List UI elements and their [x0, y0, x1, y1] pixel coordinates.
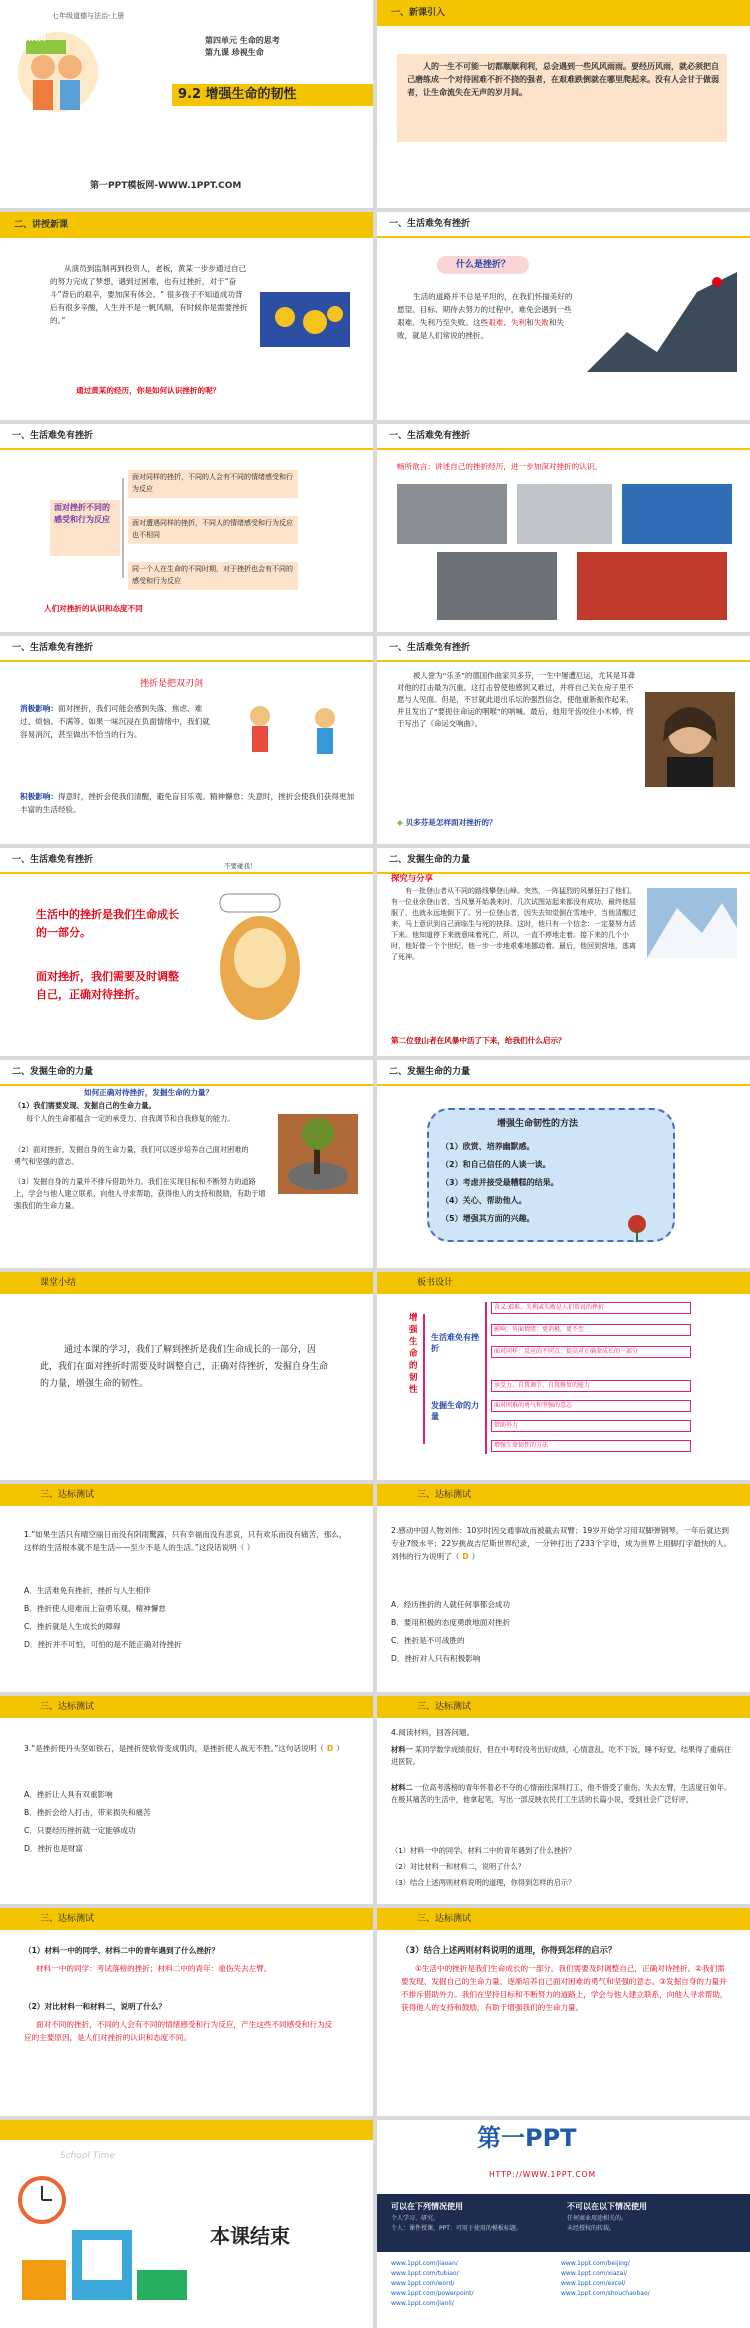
answer-q2: （2）对比材料一和材料二，说明了什么？	[24, 2002, 166, 2011]
method-item: （5）增强其方面的兴趣。	[441, 1214, 535, 1223]
answer-a2: 面对不同的挫折，不同的人会有不同的情绪感受和行为反应，产生这些不同感受和行为反应的主要原因，是人们对挫折的认识和态度不同。	[24, 2020, 333, 2042]
point-2: （2）面对挫折，发掘自身的生命力量，我们可以逐步培养自己面对困难的勇气和坚强的意志。	[14, 1145, 249, 1166]
slide-methods[interactable]	[377, 1060, 750, 1268]
end-text: 本课结束	[210, 2224, 290, 2248]
keyword-hardship: 艰难	[488, 318, 504, 327]
material-1-body: 某同学数学成绩很好，但在中考时没考出好成绩，心情意乱，吃不下饭，睡不好觉，结果得了重病住进医院。	[391, 1745, 732, 1766]
slide-credits[interactable]	[377, 2120, 750, 2328]
power-subtitle: 如何正确对待挫折，发掘生命的力量？	[84, 1088, 214, 1097]
resource-link[interactable]: www.1ppt.com/word/	[391, 2280, 455, 2287]
resource-link[interactable]: www.1ppt.com/powerpoint/	[391, 2290, 474, 2297]
positive-text	[20, 790, 355, 816]
negative-label: 消极影响：	[20, 704, 58, 713]
quiz4-title: 4.阅读材料，回答问题。	[391, 1728, 475, 1737]
speech-bubble: 不要碰我！	[224, 862, 257, 870]
egg-character	[200, 888, 320, 1028]
slide-header: 一、生活难免有挫折	[377, 212, 750, 238]
quiz1-question: 1.“如果生活只有晴空丽日而没有阴雨驚露，只有幸福而没有悲哀，只有欢乐而没有痛苦，那么，这样的生活根本就不是生活——至少不是人的生活。”这段话说明（ ）	[24, 1530, 347, 1552]
photo-pingpong	[622, 484, 732, 544]
answer-q1: （1）材料一中的同学、材料二中的青年遇到了什么挫折？	[24, 1946, 220, 1955]
can-use-1: 个人学习、研究。	[391, 2215, 440, 2222]
material-1	[391, 1744, 736, 1768]
intro-text: 人的一生不可能一切都顺顺利利，总会遇到一些风风雨雨。要经历风雨，就必须把自己磨练成一个对待困难不折不挠的强者，在艰难跌倒就在哪里爬起来。没有人会甘于做弱者，让生命流失在无声的岁月间。	[407, 62, 719, 97]
resource-link[interactable]: www.1ppt.com/xiazai/	[561, 2270, 628, 2277]
what-pill: 什么是挫折？	[437, 256, 529, 274]
resource-link[interactable]: www.1ppt.com/jiaoan/	[391, 2260, 458, 2267]
method-item: （4）关心、帮助他人。	[441, 1196, 527, 1205]
quiz3-option-c[interactable]: C．只要经历挫折就一定能够成功	[24, 1826, 136, 1835]
rose-icon	[617, 1212, 657, 1242]
quiz1-option-d[interactable]: D．挫折并不可怕，可怕的是不能正确对待挫折	[24, 1640, 182, 1649]
method-item: （1）欣赏、培养幽默感。	[441, 1142, 535, 1151]
branch-text-3: 同一个人在生命的不同时期，对于挫折也会有不同的感受和行为反应	[132, 565, 293, 585]
beethoven-question-text: 贝多芬是怎样面对挫折的？	[405, 818, 497, 827]
method-item: （3）考虑并接受最糟糕的结果。	[441, 1178, 559, 1187]
beethoven-story: 被人誉为“乐圣”的德国作曲家贝多芬，一生中屡遭厄运，尤其是耳聋对他的打击最为沉重。这打击曾使他感到又难过，并将自己关在房子里不愿与人见面。但是，不甘就此退出乐坛的强烈信念，使他重新振作起来，并且发出了“要扼住命运的咽喉”的呐喊。最后，他用牙齿咬住小木棒，终于写出了《命运交响曲》。	[397, 671, 635, 728]
center-text: 面对挫折不同的感受和行为反应	[54, 503, 110, 524]
quiz2-option-a[interactable]: A．经历挫折的人就任何事都会成功	[391, 1600, 511, 1609]
slide-header: 板书设计	[377, 1272, 750, 1294]
slide-header: 三、达标测试	[0, 1696, 373, 1718]
keyword-failure: 失败	[533, 318, 549, 327]
slide-header: 三、达标测试	[377, 1908, 750, 1930]
slide-header: 一、生活难免有挫折	[0, 424, 373, 450]
link-list	[391, 2258, 736, 2308]
climber-story: 有一批登山者从不同的路线攀登山峰。突然，一阵猛烈的风暴狂扫了他们。有一位业余登山者，当风暴开始袭来时，几次试图站起来都没有成功，最终他屈服了，也就永远地倒下了。另一位登山者，因失去知觉倒在雪地中，当他清醒过来，马上意识到自己面临生与死的抉择。这时，他只有一个信念：一定要努力活下来。他知道停下来就意味着死亡，所以，一直不停地走着。接下来的几个小时，他好像一个个世纪，他一步一步地艰难地挪动着。最后，他回到营地，逃离了死神。	[391, 887, 636, 961]
quiz1-option-b[interactable]: B．挫折使人迎难而上奋勇乐观、精神懈怠	[24, 1604, 166, 1613]
beethoven-question	[397, 816, 497, 829]
slide-header: 三、达标测试	[0, 1484, 373, 1506]
double-edge-title: 挫折是把双刃剑	[140, 679, 204, 689]
cannot-use-title: 不可以在以下情况使用	[567, 2202, 647, 2211]
answer-a3: ①生活中的挫折是我们生命成长的一部分。我们需要及时调整自己，正确对待挫折。②我们需要发现、发掘自己的生命力量，逐渐培养自己面对困难的勇气和坚强的意志。③发掘自身的力量并不排斥借助外力。我们在坚持目标和不断努力的道路上，学会与他人建立联系，向他人寻求帮助，获得他人的支持和鼓励，有助于增强我们的生命力量。	[401, 1964, 728, 2012]
course-label: 七年级道德与法治·上册	[52, 12, 125, 20]
slide-answer-2[interactable]	[377, 1908, 750, 2116]
board-leaf-7: 增强生命韧性的方法	[491, 1440, 691, 1452]
slide-header: 一、生活难免有挫折	[377, 424, 750, 450]
material-2-body: 一位高考落榜的青年怀着必不夺的心情南往深圳打工，他不惜受了重伤，失去左臂，生活度日如年。在极其痛苦的生活中，他拿起笔，写出一部反映农民打工生活的长篇小说，受到社会广泛好评。	[391, 1783, 732, 1804]
board-branch-1: 生活难免有挫折	[431, 1333, 479, 1353]
slide-header: 课堂小结	[0, 1272, 373, 1294]
quiz1-option-a[interactable]: A．生活难免有挫折，挫折与人生相伴	[24, 1586, 151, 1595]
branch-text-1: 面对同样的挫折，不同的人会有不同的情绪感受和行为反应	[132, 473, 293, 493]
quiz3-answer: D	[326, 1744, 334, 1753]
board-leaf-2: 影响：负面情绪：更消极，更不至	[491, 1324, 691, 1336]
explore-label: 探究与分享	[391, 873, 433, 883]
slide-header: 三、达标测试	[377, 1696, 750, 1718]
slide-lecture[interactable]	[0, 212, 373, 420]
quiz2-option-c[interactable]: C．挫折是不可战胜的	[391, 1636, 465, 1645]
photo-exam	[397, 484, 507, 544]
logo-text: 第一PPT模板网-WWW.1PPT.COM	[90, 181, 242, 191]
board-leaf-3: 面对同样：反应的不同点：提高对正确命成长的一部分	[491, 1346, 691, 1358]
resource-link[interactable]: www.1ppt.com/excel/	[561, 2280, 626, 2287]
point-1: （1）我们需要发现、发掘自己的生命力量。	[14, 1101, 156, 1110]
slide-board[interactable]	[377, 1272, 750, 1480]
slide-quiz-3[interactable]	[0, 1696, 373, 1904]
school-time-text: School Time	[60, 2151, 116, 2161]
slide-share[interactable]	[377, 424, 750, 632]
board-leaf-5: 面对困难的勇气和坚强的意志	[491, 1400, 691, 1412]
branch-text-2: 面对遭遇同样的挫折，不同人的情绪感受和行为反应也不相同	[132, 519, 293, 539]
stairs-illustration	[587, 262, 737, 372]
cannot-use-2: 未经授权的转载。	[567, 2225, 616, 2232]
quiz3-option-a[interactable]: A．挫折让人具有双重影响	[24, 1790, 113, 1799]
lesson-label: 第九课 珍视生命	[205, 48, 264, 57]
slide-header: 三、达标测试	[377, 1484, 750, 1506]
quiz3-option-d[interactable]: D．挫折也是财富	[24, 1844, 84, 1853]
slide-summary[interactable]	[0, 1272, 373, 1480]
slide-answer-1[interactable]	[0, 1908, 373, 2116]
resource-link[interactable]: www.1ppt.com/tubiao/	[391, 2270, 459, 2277]
quiz2-option-d[interactable]: D．挫折对人只有积极影响	[391, 1654, 481, 1663]
quiz2-option-b[interactable]: B．要用积极的态度勇敢地面对挫折	[391, 1618, 511, 1627]
can-use-title: 可以在下列情况使用	[391, 2202, 463, 2211]
school-illustration	[12, 2150, 202, 2315]
quiz2-question	[391, 1524, 736, 1563]
slide-title[interactable]	[0, 0, 373, 208]
question-text: 通过黄某的经历，你是如何认识挫折的呢？	[76, 386, 221, 395]
slide-what-is-frustration[interactable]	[377, 212, 750, 420]
answer-a1: 材料一中的同学：考试落榜的挫折；材料二中的青年：重伤失去左臂。	[36, 1964, 272, 1973]
quiz3-close-paren: ）	[336, 1744, 344, 1753]
sunflower-image	[260, 292, 350, 347]
credits-logo: 第一PPT	[477, 2124, 577, 2152]
bracket-line	[122, 478, 124, 578]
photo-sign	[517, 484, 612, 544]
slide-quiz-1[interactable]	[0, 1484, 373, 1692]
def-part1: 生活的道路并不总是平坦的，在我们怀揣美好的愿望、目标、期待去努力的过程中，难免会遇到一些艰难、失利乃至失败。这些	[397, 292, 573, 327]
def-part2: 和失败，就是人们常说的挫折。	[397, 318, 565, 340]
climber-question: 第二位登山者在风暴中活了下来，给我们什么启示？	[391, 1036, 566, 1045]
slide-reactions[interactable]	[0, 424, 373, 632]
material-2	[391, 1782, 736, 1806]
quiz1-option-c[interactable]: C．挫折就是人生成长的障碍	[24, 1622, 121, 1631]
positive-label: 积极影响：	[20, 792, 58, 801]
point-1-body: 每个人的生命都蕴含一定的承受力、自我调节和自我修复的能力。	[26, 1114, 235, 1123]
slide-quiz-4[interactable]	[377, 1696, 750, 1904]
resource-link[interactable]: www.1ppt.com/shouchaobao/	[561, 2290, 650, 2297]
slide-header: 一、生活难免有挫折	[0, 848, 373, 874]
slide-power[interactable]	[0, 1060, 373, 1268]
slide-beethoven[interactable]	[377, 636, 750, 844]
slide-double-edge[interactable]	[0, 636, 373, 844]
page-title: 9.2 增强生命的韧性	[178, 87, 297, 102]
positive-body: 得意时，挫折会使我们清醒，避免盲目乐观。精神懈怠；失意时，挫折会使我们获得更加丰富的生活经验。	[20, 792, 355, 814]
slide-header: 二、发掘生命的力量	[377, 848, 750, 874]
resource-link[interactable]: www.1ppt.com/beijing/	[561, 2260, 630, 2267]
quiz2-close-paren: ）	[471, 1552, 480, 1561]
negative-body: 面对挫折，我们可能会感到失落、焦虑、难过、烦恼、不满等。如果一味沉浸在负面情绪中，我们就容易消沉，甚至做出不恰当的行为。	[20, 704, 210, 739]
quiz3-question	[24, 1742, 344, 1755]
credits-url[interactable]: HTTP://WWW.1PPT.COM	[489, 2170, 597, 2179]
board-line	[485, 1302, 487, 1454]
sign-text: 加油	[22, 29, 47, 43]
negative-text	[20, 702, 210, 741]
point-3: （3）发掘自身的力量并不排斥借助外力。我们在实现目标和不断努力的道路上，学会与他人建立联系，向他人寻求帮助，获得他人的支持和鼓励，有助于增强我们的生命力量。	[14, 1177, 266, 1210]
definition-text: 生活的道路并不总是平坦的，在我们怀揣美好的愿望、目标、期待去努力的过程中，难免会遇到一些艰难、失利乃至失败。这些艰难、失利和失败和失败，就是人们常说的挫折。	[397, 292, 573, 340]
board-leaf-6: 借助外力	[491, 1420, 691, 1432]
quiz4-q2: （2）对比材料一和材料二，说明了什么？	[391, 1862, 525, 1871]
slide-quiz-2[interactable]	[377, 1484, 750, 1692]
slide-growth[interactable]	[0, 848, 373, 1056]
quiz4-q3: （3）结合上述两则材料说明的道理，你得到怎样的启示？	[391, 1878, 576, 1887]
slide-header: 一、生活难免有挫折	[377, 636, 750, 662]
material-1-label: 材料一	[391, 1745, 413, 1754]
end-top-bar	[0, 2120, 373, 2140]
board-branch-2: 发掘生命的力量	[431, 1401, 479, 1421]
slide-end[interactable]	[0, 2120, 373, 2328]
photo-race	[577, 552, 727, 620]
slide-header: 二、发掘生命的力量	[377, 1060, 750, 1086]
can-use-2: 个人：课件授课，PPT：可用于使用的模板标题。	[391, 2225, 522, 2232]
slide-header: 二、发掘生命的力量	[0, 1060, 373, 1086]
resource-link[interactable]: www.1ppt.com/jianli/	[391, 2300, 454, 2307]
quiz4-q1: （1）材料一中的同学、材料二中的青年遇到了什么挫折？	[391, 1846, 576, 1855]
quiz2-stem: 2.感动中国人物刘伟：10岁时因交通事故而被截去双臂；19岁开始学习用双脚弹钢琴，一年后就达到专业7级水平；22岁挑战吉尼斯世界纪录，一分钟打出了233个字母，成为世界上用脚打字最快的人。刘伟的行为说明了（	[391, 1526, 732, 1561]
slide-climbers[interactable]	[377, 848, 750, 1056]
quiz3-stem: 3.“是挫折使丹头坚如铁石，是挫折使软骨变成肌肉，是挫折使人战无不胜。”这句话说明（	[24, 1744, 324, 1753]
board-leaf-1: 含义:艰难、失利或失败是人们常说的挫折	[491, 1302, 691, 1314]
quiz2-answer: D	[462, 1552, 469, 1561]
board-title: 增强生命的韧性	[409, 1313, 418, 1395]
method-item: （2）和自己信任的人谈一谈。	[441, 1160, 551, 1169]
slide-intro[interactable]	[377, 0, 750, 208]
mountain-photo	[647, 888, 737, 958]
cannot-use-1: 任何商业用途相关的。	[567, 2215, 628, 2222]
tree-on-rock	[278, 1114, 358, 1194]
share-prompt: 畅所欲言：讲述自己的挫折经历，进一步加深对挫折的认识。	[397, 462, 603, 471]
slide-header: 一、新课引入	[377, 0, 750, 26]
leaf-icon: ◆	[397, 818, 403, 827]
adjust-text: 面对挫折，我们需要及时调整自己，正确对待挫折。	[36, 970, 179, 1001]
boys-cartoon	[230, 696, 360, 766]
beethoven-portrait	[645, 692, 735, 787]
growth-text: 生活中的挫折是我们生命成长的一部分。	[36, 908, 179, 939]
slide-header: 三、达标测试	[0, 1908, 373, 1930]
methods-title: 增强生命韧性的方法	[497, 1119, 579, 1129]
summary-text: 通过本课的学习，我们了解到挫折是我们生命成长的一部分，因此，我们在面对挫折时需要及时调整自己，正确对待挫折，发掘自身生命的力量，增强生命的韧性。	[40, 1345, 329, 1389]
material-2-label: 材料二	[391, 1783, 413, 1792]
quiz3-option-b[interactable]: B．挫折会给人打击，带来损失和痛苦	[24, 1808, 151, 1817]
unit-label: 第四单元 生命的思考	[205, 36, 280, 45]
conclusion-text: 人们对挫折的认识和态度不同	[44, 604, 143, 613]
keyword-setback: 失利	[510, 318, 527, 327]
slide-header: 一、生活难免有挫折	[0, 636, 373, 662]
board-spine	[423, 1314, 425, 1444]
slide-header: 二、讲授新课	[0, 212, 373, 238]
board-leaf-4: 承受力、自我调节、自我修复的能力	[491, 1380, 691, 1392]
story-text: 从演员到监制再到投资人，老板，黄某一步步通过自己的努力完成了梦想，遇到过困难，也有过挫折，对于“奋斗”背后的艰辛，要加深有体会。“ 很多孩子不知道成功背后有很多辛酸，人生并不是一帆风顺，有时候你是需要挫折的。”	[50, 264, 248, 325]
answer-q3: （3）结合上述两则材料说明的道理，你得到怎样的启示？	[401, 1945, 617, 1955]
photo-crowd	[437, 552, 557, 620]
